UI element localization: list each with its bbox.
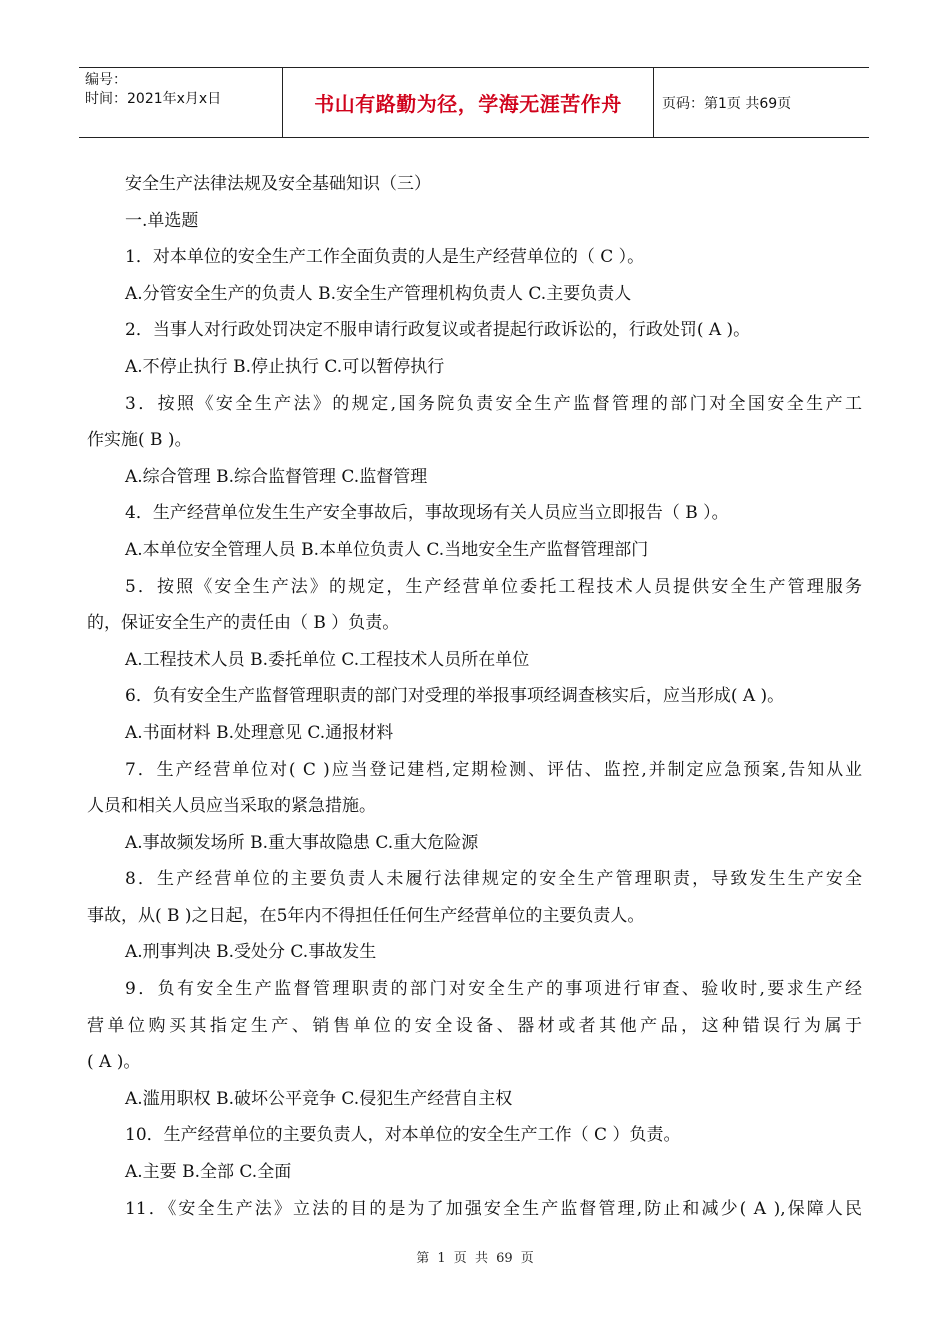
footer-text: 共 (474, 1251, 488, 1266)
header-page-info: 页码：第1页 共69页 (662, 95, 792, 112)
text-line: 10．生产经营单位的主要负责人，对本单位的安全生产工作（ C ）负责。 (125, 1125, 681, 1146)
text-line: A.滥用职权 B.破坏公平竞争 C.侵犯生产经营自主权 (125, 1088, 513, 1109)
text-line: 9．负有安全生产监督管理职责的部门对安全生产的事项进行审查、验收时,要求生产经 (125, 979, 862, 1000)
text-line: 6．负有安全生产监督管理职责的部门对受理的举报事项经调查核实后，应当形成( A )。 (125, 686, 785, 707)
page-footer (0, 1247, 950, 1266)
question-list (87, 239, 862, 1227)
text-line: 的，保证安全生产的责任由（ B ）负责。 (87, 613, 400, 634)
text-line: A.综合管理 B.综合监督管理 C.监督管理 (125, 466, 428, 487)
text-line: A.本单位安全管理人员 B.本单位负责人 C.当地安全生产监督管理部门 (125, 539, 649, 560)
text-line: A.分管安全生产的负责人 B.安全生产管理机构负责人 C.主要负责人 (125, 283, 632, 304)
text-line: 8．生产经营单位的主要负责人未履行法律规定的安全生产管理职责，导致发生生产安全 (125, 869, 862, 890)
text-line: 11．《安全生产法》立法的目的是为了加强安全生产监督管理,防止和减少( A ),保障人民 (125, 1198, 862, 1219)
text-line: 人员和相关人员应当采取的紧急措施。 (87, 796, 376, 817)
document-title: 安全生产法律法规及安全基础知识（三） (125, 174, 431, 194)
text-line: A.工程技术人员 B.委托单位 C.工程技术人员所在单位 (125, 649, 530, 670)
footer-total-pages: 69 (496, 1251, 513, 1266)
text-line: ( A )。 (87, 1052, 141, 1073)
footer-page-number: 1 (437, 1251, 446, 1266)
text-line: 5．按照《安全生产法》的规定，生产经营单位委托工程技术人员提供安全生产管理服务 (125, 576, 862, 597)
document-body (87, 166, 862, 1227)
header-motto-cell (283, 68, 654, 137)
text-line: 3．按照《安全生产法》的规定,国务院负责安全生产监督管理的部门对全国安全生产工 (125, 393, 862, 414)
code-label: 编号： (85, 72, 127, 88)
header-meta (79, 68, 283, 137)
text-line: A.事故频发场所 B.重大事故隐患 C.重大危险源 (125, 832, 479, 853)
motto-text: 书山有路勤为径，学海无涯苦作舟 (314, 92, 622, 116)
text-line: 作实施( B )。 (87, 430, 192, 451)
text-line: 事故，从( B )之日起，在5年内不得担任任何生产经营单位的主要负责人。 (87, 905, 645, 926)
text-line: 7．生产经营单位对( C )应当登记建档,定期检测、评估、监控,并制定应急预案,告知从业 (125, 759, 862, 780)
footer-text: 页 (520, 1251, 534, 1266)
page-header (79, 67, 869, 138)
text-line: A.主要 B.全部 C.全面 (125, 1162, 292, 1183)
footer-text: 第 (416, 1251, 430, 1266)
text-line: 营单位购买其指定生产、销售单位的安全设备、器材或者其他产品，这种错误行为属于 (87, 1015, 862, 1036)
text-line: 4．生产经营单位发生生产安全事故后，事故现场有关人员应当立即报告（ B ）。 (125, 503, 729, 524)
time-label: 时间：2021年x月x日 (85, 91, 222, 107)
text-line: A.不停止执行 B.停止执行 C.可以暂停执行 (125, 356, 445, 377)
text-line: 1．对本单位的安全生产工作全面负责的人是生产经营单位的（ C ）。 (125, 247, 645, 268)
footer-text: 页 (453, 1251, 467, 1266)
text-line: A.刑事判决 B.受处分 C.事故发生 (125, 942, 377, 963)
text-line: 2．当事人对行政处罚决定不服申请行政复议或者提起行政诉讼的，行政处罚( A )。 (125, 320, 751, 341)
text-line: A.书面材料 B.处理意见 C.通报材料 (125, 722, 394, 743)
section-heading: 一.单选题 (125, 210, 199, 231)
